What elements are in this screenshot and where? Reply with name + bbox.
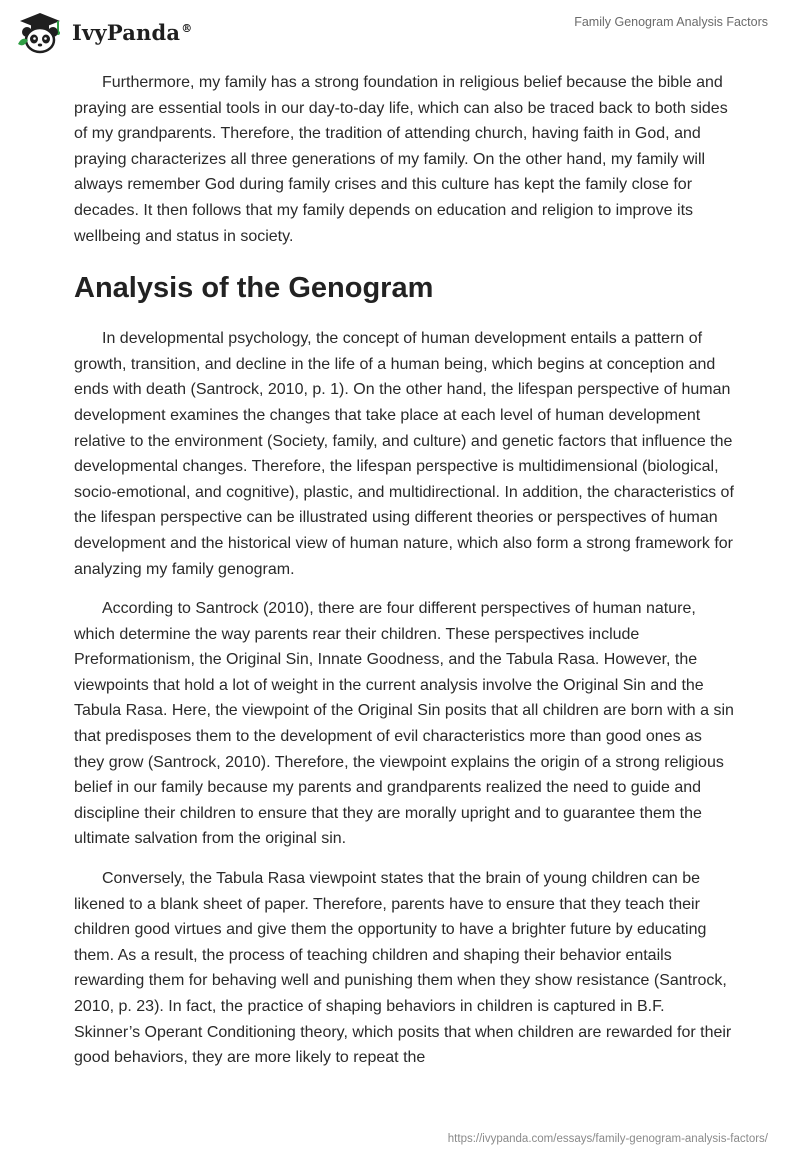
- ivypanda-logo[interactable]: [14, 10, 192, 54]
- paragraph: In developmental psychology, the concept of human development entails a pattern of growth, transition, and decline in the life of a human being, which begins at conception and ends with death (Santrock, 2010, p. 1). On the other hand, the lifespan perspective of human development examines the changes that take place at each level of human development relative to the environment (Society, family, and culture) and genetic factors that influence the developmental changes. Therefore, the lifespan perspective is multidimensional (biological, socio-emotional, and cognitive), plastic, and multidirectional. In addition, the characteristics of the lifespan perspective can be illustrated using different theories or perspectives of human development and the historical view of human nature, which also form a strong framework for analyzing my family genogram.: [74, 330, 734, 578]
- panda-graduate-icon: [14, 10, 66, 54]
- source-url[interactable]: https://ivypanda.com/essays/family-genogram-analysis-factors/: [447, 1133, 768, 1145]
- paragraph: Furthermore, my family has a strong foundation in religious belief because the bible and praying are essential tools in our day-to-day life, which can also be traced back to both sides of my grandparents. Therefore, the tradition of attending church, having faith in God, and praying characterizes all three generations of my family. On the other hand, my family will always remember God during family crises and this culture has kept the family close for decades. It then follows that my family depends on education and religion to improve its wellbeing and status in society.: [74, 74, 728, 245]
- section-heading: Analysis of the Genogram: [74, 272, 434, 305]
- essay-content: [74, 70, 734, 1085]
- brand-name: IvyPanda®: [72, 19, 193, 45]
- paragraph: According to Santrock (2010), there are four different perspectives of human nature, which determine the way parents rear their children. These perspectives include Preformationism, the Original Sin, Innate Goodness, and the Tabula Rasa. However, the viewpoints that hold a lot of weight in the current analysis involve the Original Sin and the Tabula Rasa. Here, the viewpoint of the Original Sin posits that all children are born with a sin that predisposes them to the development of evil characteristics more than good ones as they grow (Santrock, 2010). Therefore, the viewpoint explains the origin of a strong religious belief in our family because my parents and grandparents realized the need to guide and discipline their children to ensure that they are morally upright and to guarantee them the ultimate salvation from the original sin.: [74, 600, 734, 848]
- page-header: [0, 0, 800, 60]
- document-title: Family Genogram Analysis Factors: [574, 15, 768, 29]
- paragraph: Conversely, the Tabula Rasa viewpoint states that the brain of young children can be likened to a blank sheet of paper. Therefore, parents have to ensure that they teach their children good virtues and give them the opportunity to have a brighter future by educating them. As a result, the process of teaching children and shaping their behavior entails rewarding them for behaving well and punishing them when they show resistance (Santrock, 2010, p. 23). In fact, the practice of shaping behaviors in children is captured in B.F. Skinner’s Operant Conditioning theory, which posits that when children are rewarded for their good behaviors, they are more likely to repeat the: [74, 870, 732, 1067]
